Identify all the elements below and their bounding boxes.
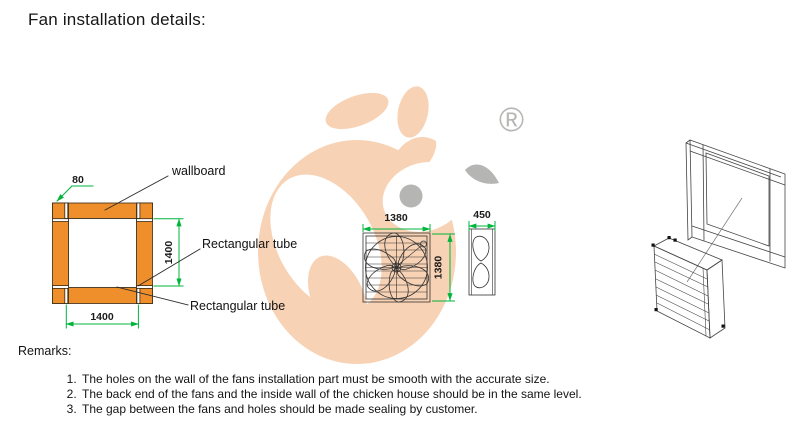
iso-fan-box <box>652 236 726 338</box>
label-rectangular-tube-2: Rectangular tube <box>190 299 286 313</box>
iso-wall-frame <box>686 140 785 268</box>
dim-fan-depth: 450 <box>473 209 491 221</box>
dim-fan-height: 1380 <box>432 255 445 280</box>
logo-eye-icon <box>400 185 423 208</box>
remarks-section <box>18 344 582 417</box>
dim-fan-width: 1380 <box>384 212 408 224</box>
fan-silhouette-icon <box>473 236 489 288</box>
label-rectangular-tube-1: Rectangular tube <box>202 237 298 251</box>
logo-beak-icon <box>465 164 499 183</box>
iso-louvers <box>654 254 710 330</box>
remark-item-1: 1. The holes on the wall of the fans installation part must be smooth with the accurate size. <box>80 372 582 387</box>
fan-side-view <box>469 209 495 295</box>
remarks-heading: Remarks: <box>18 344 72 358</box>
remark-item-3: 3. The gap between the fans and holes should be made sealing by customer. <box>80 402 582 417</box>
registered-trademark-icon: ® <box>499 101 525 139</box>
side-dimension-lines <box>469 221 495 231</box>
dim-opening-height: 1400 <box>163 240 175 265</box>
remark-item-2: 2. The back end of the fans and the inside wall of the chicken house should be in the same level. <box>80 387 582 402</box>
remarks-list <box>80 372 582 417</box>
isometric-installation-view <box>652 140 786 338</box>
dim-tube-width: 80 <box>72 174 84 186</box>
dim-opening-width: 1400 <box>90 311 114 323</box>
page-title: Fan installation details: <box>28 10 206 29</box>
label-wallboard: wallboard <box>172 164 226 178</box>
wall-frame-view <box>53 164 298 328</box>
